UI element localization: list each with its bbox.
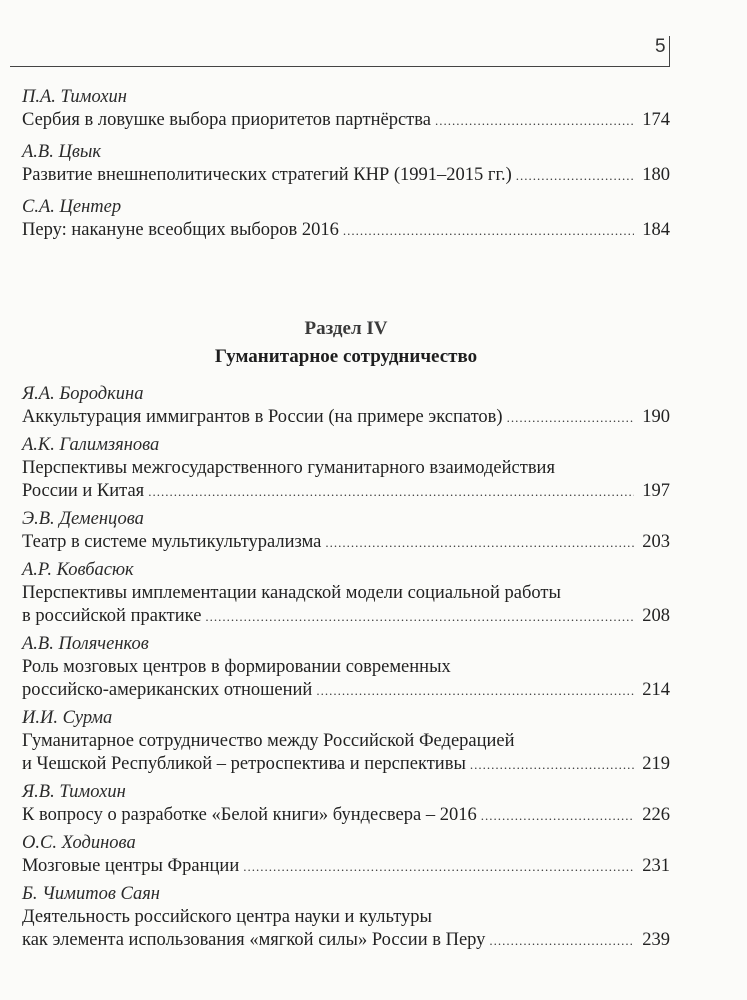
dot-leader bbox=[507, 406, 634, 429]
dot-leader bbox=[470, 753, 634, 776]
toc-entry-title-line bbox=[22, 531, 670, 554]
toc-entry-title-line bbox=[22, 753, 670, 776]
toc-entry-page: 219 bbox=[642, 754, 670, 774]
dot-leader bbox=[205, 605, 634, 628]
toc-entry bbox=[22, 559, 670, 628]
toc-entry bbox=[22, 141, 670, 187]
dot-leader bbox=[516, 164, 634, 187]
toc-entry bbox=[22, 832, 670, 878]
toc-entry-title: Театр в системе мультикультурализма bbox=[22, 532, 322, 552]
section-title: Гуманитарное сотрудничество bbox=[214, 346, 478, 367]
toc-entry bbox=[22, 707, 670, 776]
toc-list-top bbox=[22, 86, 670, 251]
dot-leader bbox=[243, 855, 634, 878]
toc-entry-page: 231 bbox=[642, 856, 670, 876]
toc-entry-title: Мозговые центры Франции bbox=[22, 856, 240, 876]
toc-entry-page: 214 bbox=[642, 680, 670, 700]
toc-entry-title-line: Роль мозговых центров в формировании современных bbox=[22, 657, 451, 677]
toc-entry-title: как элемента использования «мягкой силы» России в Перу bbox=[22, 930, 486, 950]
toc-entry-title-line: Гуманитарное сотрудничество между Российской Федерацией bbox=[22, 731, 515, 751]
toc-entry-page: 203 bbox=[642, 532, 670, 552]
page-number: 5 bbox=[655, 36, 666, 57]
header-rule-tick bbox=[669, 36, 670, 67]
dot-leader bbox=[325, 531, 634, 554]
toc-entry-title-line: Перспективы межгосударственного гуманитарного взаимодействия bbox=[22, 458, 555, 478]
dot-leader bbox=[316, 679, 634, 702]
toc-entry bbox=[22, 781, 670, 827]
toc-entry-title: Перу: накануне всеобщих выборов 2016 bbox=[22, 220, 339, 240]
toc-entry-title: К вопросу о разработке «Белой книги» бундесвера – 2016 bbox=[22, 805, 477, 825]
toc-entry-page: 184 bbox=[642, 220, 670, 240]
toc-entry-title: в российской практике bbox=[22, 606, 202, 626]
toc-entry-author: О.С. Ходинова bbox=[22, 833, 136, 853]
toc-entry-author: С.А. Центер bbox=[22, 197, 122, 217]
section-number: Раздел IV bbox=[304, 318, 388, 339]
toc-entry-title-line bbox=[22, 164, 670, 187]
toc-entry-author: Э.В. Деменцова bbox=[22, 509, 144, 529]
header-rule bbox=[10, 66, 670, 67]
toc-entry-author: А.Р. Ковбасюк bbox=[22, 560, 134, 580]
toc-entry-page: 180 bbox=[642, 165, 670, 185]
toc-entry bbox=[22, 383, 670, 429]
toc-entry bbox=[22, 196, 670, 242]
toc-entry-title: Развитие внешнеполитических стратегий КНР (1991–2015 гг.) bbox=[22, 165, 512, 185]
toc-entry-title-line bbox=[22, 804, 670, 827]
toc-entry-author: Я.А. Бородкина bbox=[22, 384, 144, 404]
toc-list-section bbox=[22, 383, 670, 957]
toc-entry-title: российско-американских отношений bbox=[22, 680, 313, 700]
toc-entry-author: Б. Чимитов Саян bbox=[22, 884, 160, 904]
toc-entry-author: А.В. Цвык bbox=[22, 142, 102, 162]
dot-leader bbox=[481, 804, 634, 827]
toc-entry-title: и Чешской Республикой – ретроспектива и перспективы bbox=[22, 754, 466, 774]
toc-entry-author: П.А. Тимохин bbox=[22, 87, 127, 107]
toc-entry-title-line bbox=[22, 679, 670, 702]
toc-entry-page: 174 bbox=[642, 110, 670, 130]
dot-leader bbox=[343, 219, 634, 242]
dot-leader bbox=[148, 480, 634, 503]
toc-entry-title-line: Перспективы имплементации канадской модели социальной работы bbox=[22, 583, 561, 603]
toc-entry-author: Я.В. Тимохин bbox=[22, 782, 126, 802]
toc-entry bbox=[22, 508, 670, 554]
dot-leader bbox=[435, 109, 634, 132]
toc-entry bbox=[22, 434, 670, 503]
toc-entry bbox=[22, 86, 670, 132]
toc-entry-page: 226 bbox=[642, 805, 670, 825]
toc-entry-title-line bbox=[22, 605, 670, 628]
toc-entry-title-line bbox=[22, 480, 670, 503]
toc-entry bbox=[22, 633, 670, 702]
toc-entry-page: 239 bbox=[642, 930, 670, 950]
toc-entry-page: 208 bbox=[642, 606, 670, 626]
toc-entry-author: А.К. Галимзянова bbox=[22, 435, 160, 455]
toc-entry-title-line bbox=[22, 855, 670, 878]
dot-leader bbox=[489, 929, 634, 952]
toc-entry-title: Сербия в ловушке выбора приоритетов партнёрства bbox=[22, 110, 431, 130]
toc-entry-title: России и Китая bbox=[22, 481, 145, 501]
toc-entry-title-line bbox=[22, 109, 670, 132]
toc-entry-author: И.И. Сурма bbox=[22, 708, 113, 728]
toc-entry-title-line bbox=[22, 929, 670, 952]
toc-entry-title-line: Деятельность российского центра науки и культуры bbox=[22, 907, 432, 927]
toc-entry-title-line bbox=[22, 406, 670, 429]
toc-entry bbox=[22, 883, 670, 952]
toc-entry-page: 197 bbox=[642, 481, 670, 501]
toc-entry-title-line bbox=[22, 219, 670, 242]
toc-entry-title: Аккультурация иммигрантов в России (на примере экспатов) bbox=[22, 407, 503, 427]
toc-entry-page: 190 bbox=[642, 407, 670, 427]
toc-entry-author: А.В. Поляченков bbox=[22, 634, 149, 654]
